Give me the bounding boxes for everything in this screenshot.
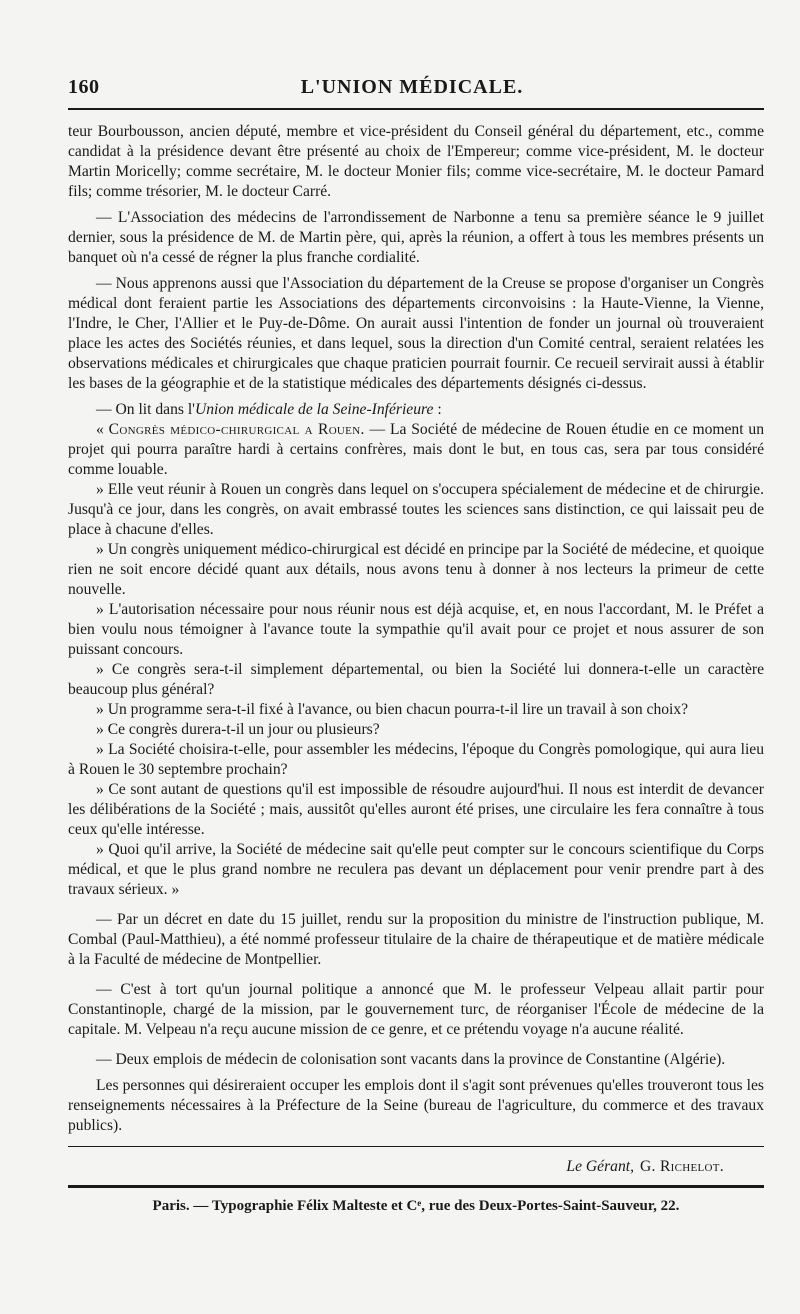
paragraph-departemental: » Ce congrès sera-t-il simplement départemental, ou bien la Société lui donnera-t-elle un caractère beaucoup plus général? — [68, 661, 764, 698]
paragraph-union-seine-inferieure — [68, 400, 764, 420]
paragraph-autorisation: » L'autorisation nécessaire pour nous réunir nous est déjà acquise, et, en nous l'accordant, M. le Préfet a bien voulu nous témoigner à l'avance toute la sympathie qu'il avait pour ce projet et nous assurer de son puissant concours. — [68, 601, 764, 658]
paragraph-decret-combal: — Par un décret en date du 15 juillet, rendu sur la proposition du ministre de l'instruction publique, M. Combal (Paul-Matthieu), a été nommé professeur titulaire de la chaire de thérapeutique et de matière médicale à la Faculté de médecine de Montpellier. — [68, 911, 764, 968]
signature-label: Le Gérant, — [566, 1158, 634, 1175]
article-body — [68, 122, 764, 1216]
journal-title: Union médicale de la Seine-Inférieure — [194, 401, 434, 418]
paragraph-medico-chirurgical: » Un congrès uniquement médico-chirurgical est décidé en principe par la Société de médecine, et quoique rien ne soit encore décidé quant aux détails, nous avons tenu à donner à nos lecteurs la primeur de cette nouvelle. — [68, 541, 764, 598]
paragraph-reunir-rouen: » Elle veut réunir à Rouen un congrès dans lequel on s'occupera spécialement de médecine et de chirurgie. Jusqu'à ce jour, dans les congrès, on avait embrassé toutes les sciences sans distinction, ce qui laissait peu de place à chacune d'elles. — [68, 481, 764, 538]
page-header — [60, 70, 764, 110]
imprint-line: Paris. — Typographie Félix Malteste et Cᵉ, rue des Deux-Portes-Saint-Sauveur, 22. — [152, 1198, 680, 1214]
paragraph-duree: » Ce congrès durera-t-il un jour ou plusieurs? — [96, 721, 380, 738]
paragraph-renseignements: Les personnes qui désireraient occuper les emplois dont il s'agit sont prévenues qu'elles trouveront tous les renseignements nécessaires à la Préfecture de la Seine (bureau de l'agriculture, du commerce et des travaux publics). — [68, 1077, 764, 1134]
paragraph-concours: » Quoi qu'il arrive, la Société de médecine sait qu'elle peut compter sur le concours scientifique du Corps médical, et que le plus grand nombre ne reculera pas devant un déplacement pour venir prendre part à des travaux sérieux. » — [68, 841, 764, 898]
page-number: 160 — [68, 76, 100, 98]
paragraph-velpeau: — C'est à tort qu'un journal politique a annoncé que M. le professeur Velpeau allait partir pour Constantinople, chargé de la mission, par le gouvernement turc, de réorganiser l'École de médecine de la capitale. M. Velpeau n'a reçu aucune mission de ce genre, et ce prétendu voyage n'a aucune réalité. — [68, 981, 764, 1038]
signature-rule — [68, 1146, 764, 1147]
paragraph-constantine: — Deux emplois de médecin de colonisation sont vacants dans la province de Constantine (Algérie). — [96, 1051, 726, 1068]
signature-name: G. Richelot. — [639, 1158, 724, 1175]
signature — [68, 1157, 764, 1177]
paragraph-programme: » Un programme sera-t-il fixé à l'avance, ou bien chacun pourra-t-il lire un travail à son choix? — [96, 701, 689, 718]
paragraph-congres-rouen — [68, 420, 764, 480]
header-rule — [68, 108, 764, 110]
paragraph-association-vaucluse: teur Bourbousson, ancien député, membre et vice-président du Conseil général du département, etc., comme candidat à la présidence devant être présenté au choix de l'Empereur; comme vice-président, M. le docteur Martin Moricelly; comme secrétaire, M. le docteur Monier fils; comme vice-secrétaire, M. le docteur Pamard fils; comme trésorier, M. le docteur Carré. — [68, 123, 764, 200]
congres-text: — La Société de médecine de Rouen étudie en ce moment un projet qui pourra paraître hardi à certains confrères, mais dont le but, en tous cas, sera par tous considéré comme louable. — [68, 421, 764, 478]
intro-text: — On lit dans l' — [96, 401, 195, 418]
paragraph-creuse: — Nous apprenons aussi que l'Association du département de la Creuse se propose d'organiser un Congrès médical dont feraient partie les Associations des départements circonvoisins : la Haute-Vienne, la Vienne, l'Indre, le Cher, l'Allier et le Puy-de-Dôme. On aurait aussi l'intention de fonder un journal où trouveraient place les actes des Sociétés réunies, et dans lequel, sous la direction d'un Comité central, seraient relatées les observations médicales et chirurgicales que chaque praticien pourrait fournir. Ce recueil servirait aussi à établir les bases de la géographie et de la statistique médicales des départements désignés ci-dessus. — [68, 275, 764, 392]
congres-heading: Congrès médico-chirurgical a Rouen. — [108, 421, 365, 438]
paragraph-narbonne: — L'Association des médecins de l'arrondissement de Narbonne a tenu sa première séance le 9 juillet dernier, sous la présidence de M. de Martin père, qui, après la réunion, a offert à tous les membres présents un banquet où n'a cessé de régner la plus franche cordialité. — [68, 209, 764, 266]
intro-colon: : — [433, 401, 442, 418]
imprint-rule — [68, 1185, 764, 1188]
quote-open: « — [96, 421, 109, 438]
running-title: L'UNION MÉDICALE. — [300, 76, 524, 98]
paragraph-pomologique: » La Société choisira-t-elle, pour assembler les médecins, l'époque du Congrès pomologique, qui aura lieu à Rouen le 30 septembre prochain? — [68, 741, 764, 778]
paragraph-questions: » Ce sont autant de questions qu'il est impossible de résoudre aujourd'hui. Il nous est interdit de devancer les délibérations de la Société ; mais, aussitôt qu'elles auront été prises, une circulaire les fera connaître à tous ceux qu'elle intéresse. — [68, 781, 764, 838]
